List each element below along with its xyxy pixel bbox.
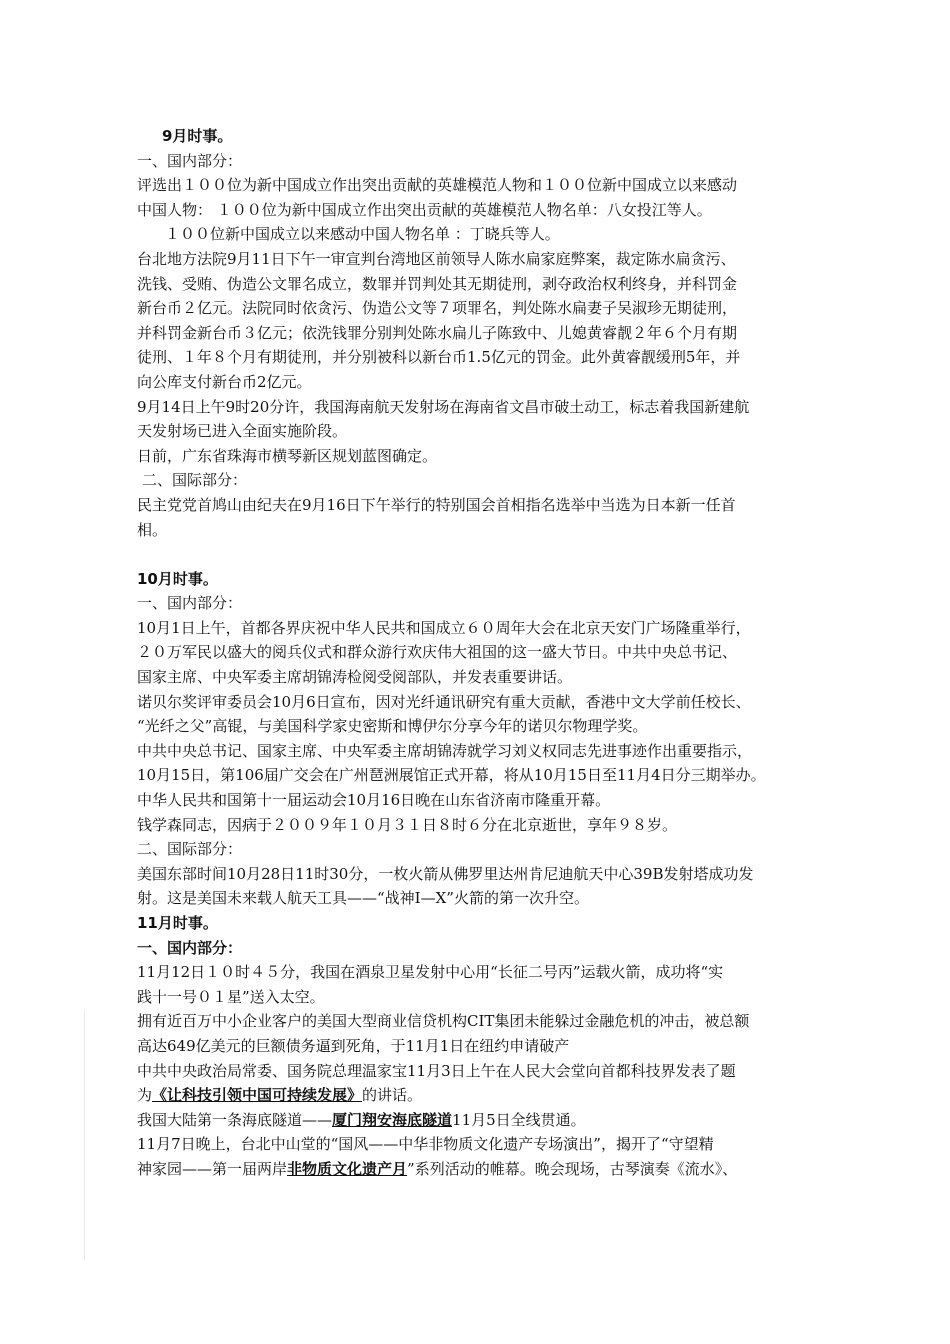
paragraph-line-speech xyxy=(137,1083,817,1108)
margin-guide-line xyxy=(84,1010,85,1260)
paragraph-line: １００位新中国成立以来感动中国人物名单 ：丁晓兵等人。 xyxy=(165,225,560,244)
paragraph-line: 践十一号０１星”送入太空。 xyxy=(137,987,325,1006)
section-title-october: 10月时事。 xyxy=(137,569,218,588)
text-span: 为 xyxy=(137,1086,153,1105)
paragraph-line: 钱学森同志，因病于２００９年１０月３１日８时６分在北京逝世，享年９８岁。 xyxy=(137,815,678,834)
section-title-september: 9月时事。 xyxy=(162,127,233,145)
paragraph-line: 11月7日晚上，台北中山堂的“国风——中华非物质文化遗产专场演出”，揭开了“守望精 xyxy=(137,1135,714,1154)
paragraph-line: 射。这是美国未来载人航天工具——“战神I—X”火箭的第一次升空。 xyxy=(137,889,589,908)
paragraph-line: 新台币２亿元。法院同时依贪污、伪造公文等７项罪名，判处陈水扁妻子吴淑珍无期徒刑， xyxy=(137,299,738,318)
paragraph-line: 高达649亿美元的巨额债务逼到死角，于11月1日在纽约申请破产 xyxy=(137,1036,570,1055)
paragraph-line: 天发射场已进入全面实施阶段。 xyxy=(137,422,348,441)
paragraph-line: 中共中央政治局常委、国务院总理温家宝11月3日上午在人民大会堂向首都科技界发表了题 xyxy=(137,1061,736,1080)
text-span: ”系列活动的帷幕。晚会现场，古琴演奏《流水》、 xyxy=(407,1159,738,1178)
paragraph-line: 洗钱、受贿、伪造公文罪名成立，数罪并罚判处其无期徒刑，剥夺政治权利终身，并科罚金 xyxy=(137,274,738,293)
paragraph-line: 国家主席、中央军委主席胡锦涛检阅受阅部队，并发表重要讲话。 xyxy=(137,668,573,687)
paragraph-line: 相。 xyxy=(137,520,168,539)
text-span: 11月5日全线贯通。 xyxy=(452,1110,586,1129)
paragraph-line: 中华人民共和国第十一届运动会10月16日晚在山东省济南市隆重开幕。 xyxy=(137,791,611,810)
paragraph-line: 11月12日１０时４５分，我国在酒泉卫星发射中心用“长征二号丙”运载火箭，成功将“实 xyxy=(137,963,724,982)
paragraph-line: “光纤之父”高锟，与美国科学家史密斯和博伊尔分享今年的诺贝尔物理学奖。 xyxy=(137,717,648,736)
paragraph-line: 向公库支付新台币2亿元。 xyxy=(137,372,312,391)
paragraph-line: 拥有近百万中小企业客户的美国大型商业信贷机构CIT集团未能躲过金融危机的冲击，被总额 xyxy=(137,1012,750,1031)
text-span: 的讲话。 xyxy=(362,1086,423,1105)
paragraph-line: 评选出１００位为新中国成立作出突出贡献的英雄模范人物和１００位新中国成立以来感动 xyxy=(137,176,738,195)
text-span: 神家园——第一届两岸 xyxy=(137,1159,288,1178)
paragraph-line: 徒刑、１年８个月有期徒刑，并分别被科以新台币1.5亿元的罚金。此外黄睿靓缓刑5年，并 xyxy=(137,348,741,367)
document-page xyxy=(137,124,817,1182)
paragraph-line: 并科罚金新台币３亿元；依洗钱罪分别判处陈水扁儿子陈致中、儿媳黄睿靓２年６个月有期 xyxy=(137,323,738,342)
paragraph-line: 10月15日，第106届广交会在广州琶洲展馆正式开幕，将从10月15日至11月4日分三期举办。 xyxy=(137,766,766,785)
heading-domestic: 一、国内部分： xyxy=(137,151,243,170)
paragraph-line: 美国东部时间10月28日11时30分，一枚火箭从佛罗里达州肯尼迪航天中心39B发射塔成功发 xyxy=(137,864,754,883)
paragraph-line: 台北地方法院9月11日下午一审宣判台湾地区前领导人陈水扁家庭弊案，裁定陈水扁贪污、 xyxy=(137,249,736,268)
paragraph-line: 中共中央总书记、国家主席、中央军委主席胡锦涛就学习刘义权同志先进事迹作出重要指示， xyxy=(137,741,753,760)
paragraph-line-heritage xyxy=(137,1157,817,1182)
paragraph-line: 日前，广东省珠海市横琴新区规划蓝图确定。 xyxy=(137,446,438,465)
section-title-november: 11月时事。 xyxy=(137,914,218,932)
text-span: 我国大陆第一条海底隧道—— xyxy=(137,1110,333,1129)
heading-domestic: 一、国内部分： xyxy=(137,594,243,613)
heading-international: 二、国际部分： xyxy=(137,840,243,859)
paragraph-line: 诺贝尔奖评审委员会10月6日宣布，因对光纤通讯研究有重大贡献，香港中文大学前任校长、 xyxy=(137,692,751,711)
paragraph-line: 9月14日上午9时20分许，我国海南航天发射场在海南省文昌市破土动工，标志着我国新建航 xyxy=(137,397,750,416)
paragraph-line: 中国人物： １００位为新中国成立作出突出贡献的英雄模范人物名单：八女投江等人。 xyxy=(137,200,712,219)
tunnel-name: 厦门翔安海底隧道 xyxy=(332,1110,453,1129)
section-gap xyxy=(137,542,817,567)
paragraph-line-tunnel xyxy=(137,1108,817,1133)
speech-title: 《让科技引领中国可持续发展》 xyxy=(152,1086,363,1105)
paragraph-line: 民主党党首鸠山由纪夫在9月16日下午举行的特别国会首相指名选举中当选为日本新一任首 xyxy=(137,495,736,514)
heading-international: 二、国际部分： xyxy=(142,471,248,490)
heritage-name: 非物质文化遗产月 xyxy=(287,1159,408,1178)
paragraph-line: 10月1日上午，首都各界庆祝中华人民共和国成立６０周年大会在北京天安门广场隆重举行， xyxy=(137,618,751,637)
heading-domestic: 一、国内部分： xyxy=(137,938,243,957)
paragraph-line: ２０万军民以盛大的阅兵仪式和群众游行欢庆伟大祖国的这一盛大节日。中共中央总书记、 xyxy=(137,643,738,662)
